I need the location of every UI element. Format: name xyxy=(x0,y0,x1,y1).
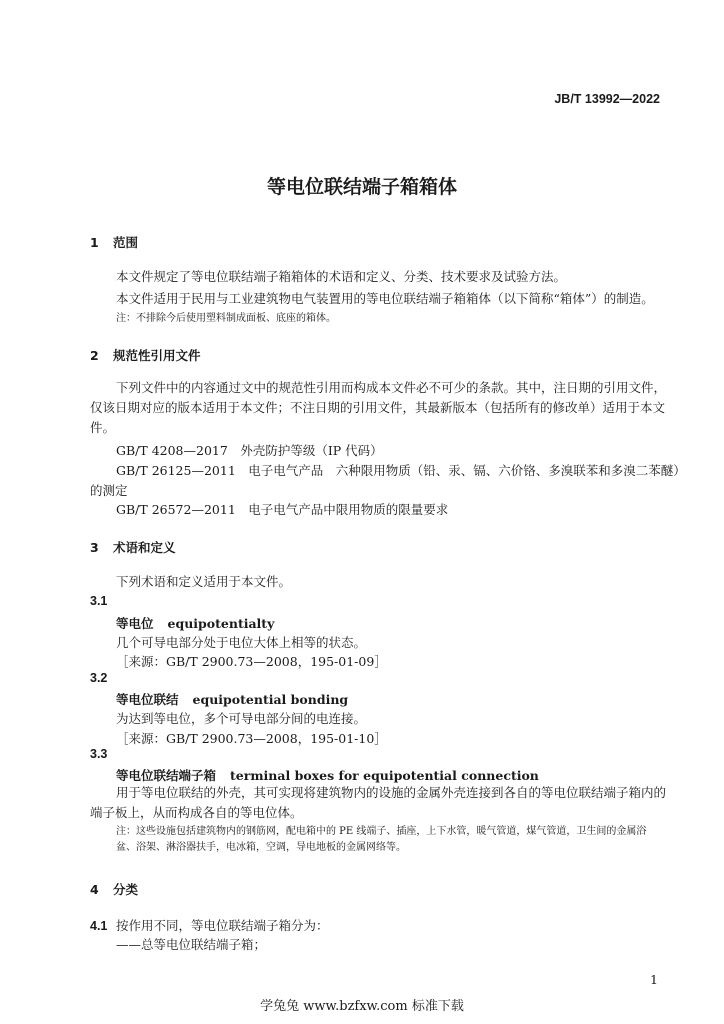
term-chinese: 等电位 xyxy=(116,616,154,631)
term-3-3-title xyxy=(116,766,539,784)
section-number: 3 xyxy=(90,540,99,555)
document-title: 等电位联结端子箱箱体 xyxy=(266,176,457,198)
term-3-3-definition: 用于等电位联结的外壳，其可实现将建筑物内的设施的金属外壳连接到各自的等电位联结端子箱内的端子板上，从而构成各自的等电位体。 xyxy=(90,785,667,820)
list-item: ——总等电位联结端子箱； xyxy=(116,937,267,952)
section-title: 分类 xyxy=(113,882,139,897)
term-3-2-definition: 为达到等电位，多个可导电部分间的电连接。 xyxy=(116,711,367,726)
scope-note: 注：不排除今后使用塑料制成面板、底座的箱体。 xyxy=(116,313,336,324)
term-3-3-note: 注：这些设施包括建筑物内的钢筋网，配电箱中的 PE 线端子、插座，上下水管，暖气管道，煤气管道，卫生间的金属浴盆、浴架、淋浴器扶手，电冰箱，空调，导电地板的金属网络等。 xyxy=(116,826,647,853)
terms-intro: 下列术语和定义适用于本文件。 xyxy=(116,574,292,589)
term-3-1-title xyxy=(116,614,274,632)
term-3-2-number: 3.2 xyxy=(90,671,108,685)
footer-watermark: 学兔兔 www.bzfxw.com 标准下载 xyxy=(260,999,464,1014)
term-english: equipotentialty xyxy=(167,616,275,631)
term-english: terminal boxes for equipotential connection xyxy=(230,768,539,783)
clause-text: 按作用不同，等电位联结端子箱分为： xyxy=(116,918,329,933)
clause-number: 4.1 xyxy=(90,919,108,933)
clause-4-1 xyxy=(90,916,666,934)
term-3-2-title xyxy=(116,690,348,708)
term-3-1-definition: 几个可导电部分处于电位大体上相等的状态。 xyxy=(116,635,367,650)
section-3-heading xyxy=(90,538,176,556)
references-intro: 下列文件中的内容通过文中的规范性引用而构成本文件必不可少的条款。其中，注日期的引用文件，仅该日期对应的版本适用于本文件；不注日期的引用文件，其最新版本（包括所有的修改单）适用于本文件。 xyxy=(90,380,667,435)
standard-number: JB/T 13992—2022 xyxy=(554,92,660,106)
page-number: 1 xyxy=(650,972,658,987)
term-chinese: 等电位联结 xyxy=(116,692,179,707)
reference-item-3: GB/T 26572—2011 电子电气产品中限用物质的限量要求 xyxy=(116,502,449,517)
section-number: 4 xyxy=(90,882,99,897)
scope-paragraph-2: 本文件适用于民用与工业建筑物电气装置用的等电位联结端子箱箱体（以下简称“箱体”）的制造。 xyxy=(116,291,654,306)
section-title: 规范性引用文件 xyxy=(113,348,201,363)
term-chinese: 等电位联结端子箱 xyxy=(116,768,217,783)
reference-item-2: GB/T 26125—2011 电子电气产品 六种限用物质（铅、汞、镉、六价铬、多溴联苯和多溴二苯醚） xyxy=(116,463,686,478)
section-number: 2 xyxy=(90,348,99,363)
section-title: 术语和定义 xyxy=(113,540,176,555)
scope-paragraph-1: 本文件规定了等电位联结端子箱箱体的术语和定义、分类、技术要求及试验方法。 xyxy=(116,269,567,284)
reference-item-1: GB/T 4208—2017 外壳防护等级（IP 代码） xyxy=(116,443,383,458)
term-3-2-source: ［来源：GB/T 2900.73—2008，195-01-10］ xyxy=(116,731,387,746)
section-4-heading xyxy=(90,880,138,898)
term-3-1-number: 3.1 xyxy=(90,594,108,608)
section-1-heading xyxy=(90,233,138,251)
term-3-3-number: 3.3 xyxy=(90,747,108,761)
section-2-heading xyxy=(90,346,201,364)
reference-item-2-continued: 的测定 xyxy=(90,483,128,498)
term-3-1-source: ［来源：GB/T 2900.73—2008，195-01-09］ xyxy=(116,654,387,669)
term-english: equipotential bonding xyxy=(192,692,349,707)
section-title: 范围 xyxy=(113,235,139,250)
section-number: 1 xyxy=(90,235,99,250)
